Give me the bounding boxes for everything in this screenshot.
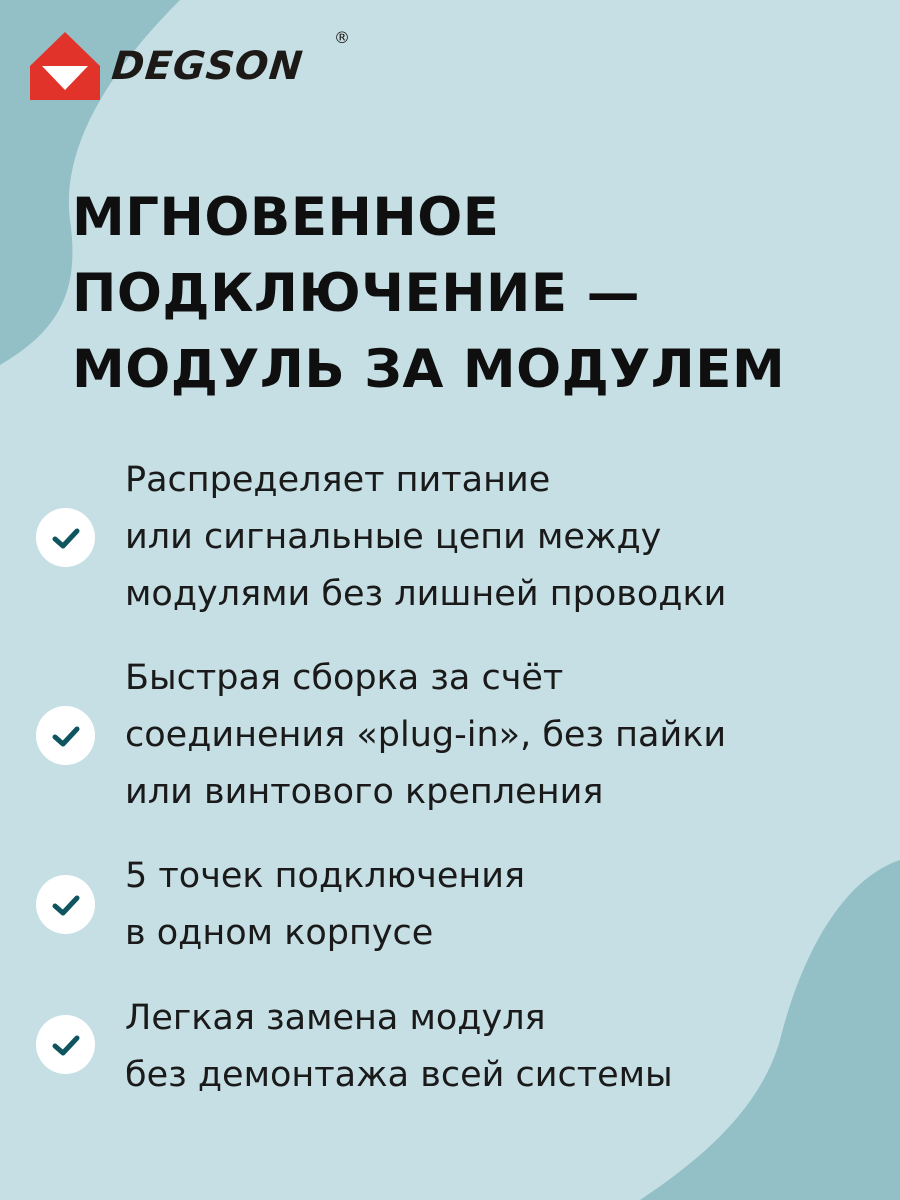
feature-line: Распределяет питание bbox=[125, 460, 551, 500]
feature-text bbox=[125, 990, 885, 1104]
feature-line: Быстрая сборка за счёт bbox=[125, 658, 564, 698]
check-icon bbox=[36, 706, 95, 765]
check-icon bbox=[36, 508, 95, 567]
brand-name: DEGSON bbox=[109, 43, 306, 89]
title-line: МОДУЛЬ ЗА МОДУЛЕМ bbox=[72, 339, 786, 400]
feature-line: или сигнальные цепи между bbox=[125, 517, 662, 557]
feature-line: 5 точек подключения bbox=[125, 856, 526, 896]
check-icon bbox=[36, 875, 95, 934]
check-icon bbox=[36, 1015, 95, 1074]
feature-line: без демонтажа всей системы bbox=[125, 1055, 673, 1095]
feature-line: соединения «plug-in», без пайки bbox=[125, 715, 727, 755]
feature-text bbox=[125, 650, 885, 821]
feature-text bbox=[125, 848, 885, 962]
title-line: МГНОВЕННОЕ bbox=[72, 187, 500, 248]
feature-text bbox=[125, 452, 885, 623]
feature-line: модулями без лишней проводки bbox=[125, 574, 727, 614]
feature-line: или винтового крепления bbox=[125, 772, 604, 812]
feature-line: в одном корпусе bbox=[125, 913, 434, 953]
title-line: ПОДКЛЮЧЕНИЕ — bbox=[72, 263, 641, 324]
feature-line: Легкая замена модуля bbox=[125, 998, 546, 1038]
registered-mark: ® bbox=[334, 28, 350, 47]
